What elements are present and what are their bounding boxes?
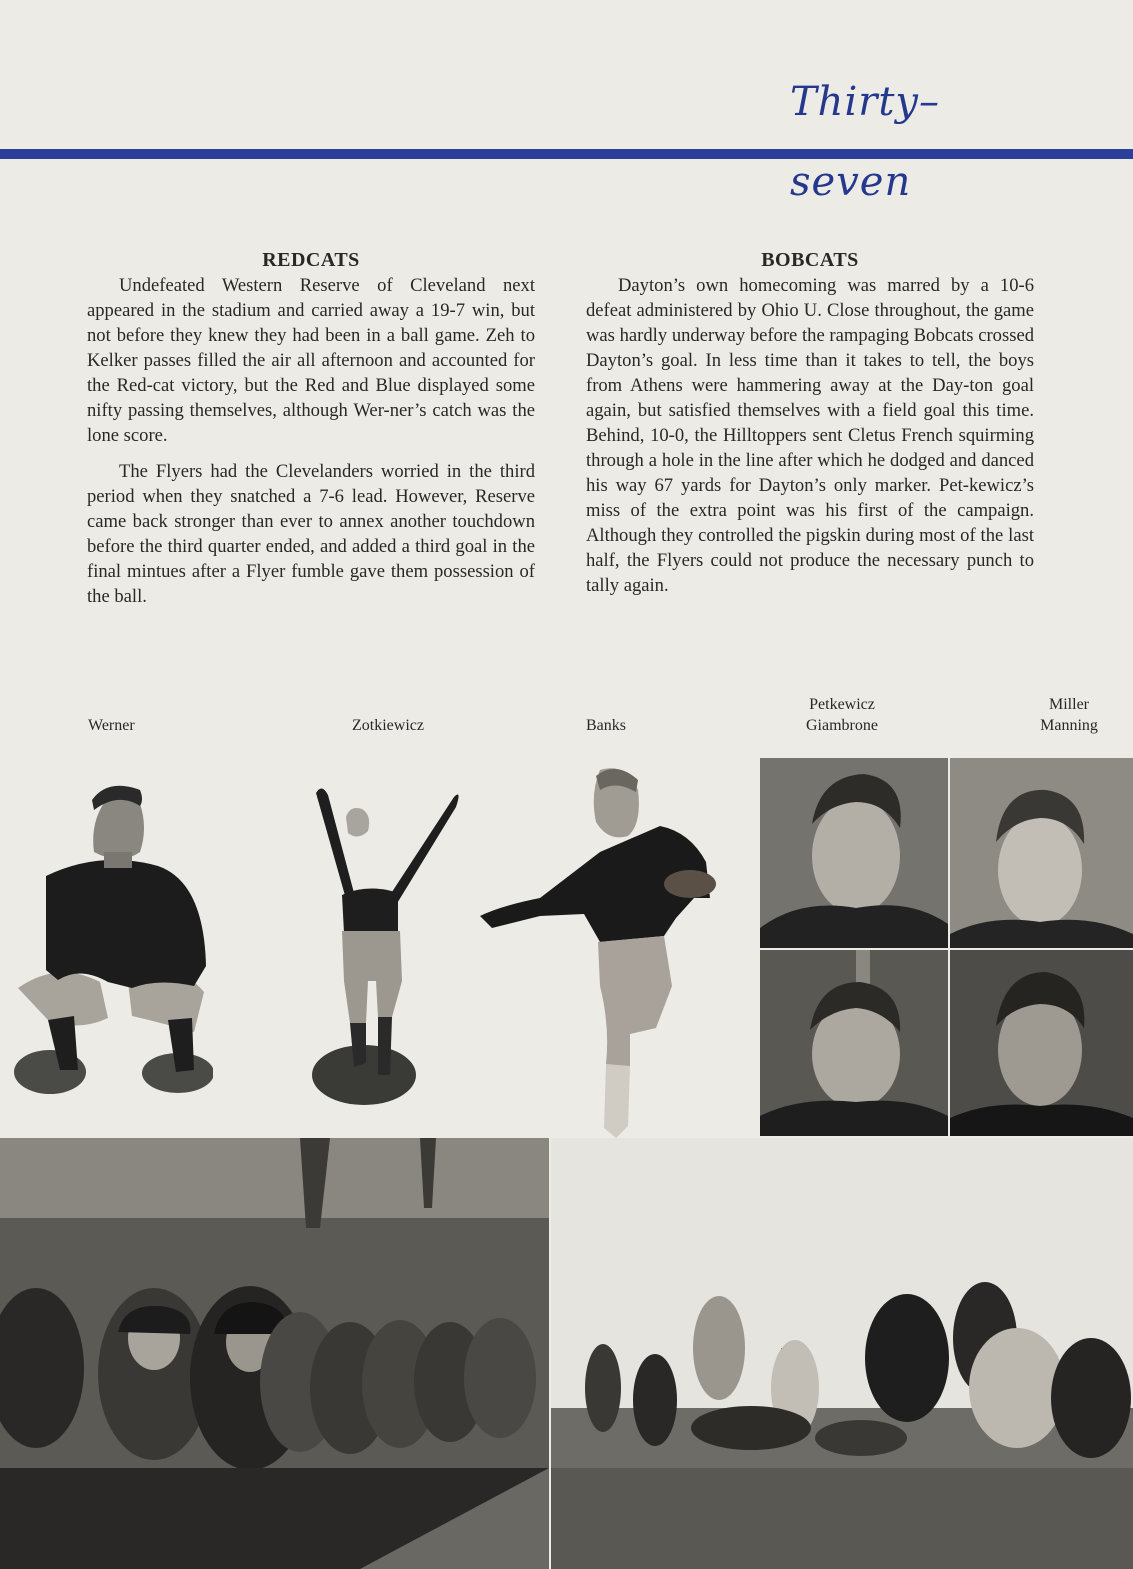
article-heading: BOBCATS [761, 249, 859, 271]
caption-manning: Manning [1040, 717, 1098, 734]
caption-banks: Banks [586, 717, 626, 734]
page-number-script: Thirty–seven [790, 79, 941, 205]
article-heading: REDCATS [262, 249, 360, 271]
article-redcats [87, 248, 535, 609]
photo-zotkiewicz [306, 785, 464, 1110]
caption-miller: Miller [1049, 696, 1089, 713]
photo-crowd [0, 1138, 549, 1569]
article-bobcats [586, 248, 1034, 598]
caption-giambrone: Giambrone [806, 717, 878, 734]
article-paragraph: Undefeated Western Reserve of Cleveland next appeared in the stadium and carried away a 19-7 win, but not before they knew they had been in a ball game. Zeh to Kelker passes filled the air all afternoon and accounted for the Red-cat victory, but the Red and Blue displayed some nifty passing themselves, although Wer-ner’s catch was the lone score. [87, 275, 535, 446]
photo-banks [480, 766, 730, 1140]
caption-zotkiewicz: Zotkiewicz [352, 717, 424, 734]
photo-manning [950, 950, 1133, 1136]
photo-petkewicz [760, 758, 948, 948]
photo-game-action [551, 1138, 1133, 1569]
header-rule [0, 149, 1133, 159]
caption-werner: Werner [88, 717, 135, 734]
photo-giambrone [760, 950, 948, 1136]
photo-werner [8, 770, 213, 1125]
article-paragraph: Dayton’s own homecoming was marred by a 10-6 defeat administered by Ohio U. Close throughout, the game was hardly underway before the rampaging Bobcats crossed Dayton’s goal. In less time than it takes to tell, the boys from Athens were hammering away at the Day-ton goal again, but satisfied themselves with a field goal this time. Behind, 10-0, the Hilltoppers sent Cletus French squirming through a hole in the line after which he dodged and danced his way 67 yards for Dayton’s only marker. Pet-kewicz’s miss of the extra point was his first of the campaign. Although they controlled the pigskin during most of the last half, the Flyers could not produce the necessary punch to tally again. [586, 275, 1034, 596]
photo-miller [950, 758, 1133, 948]
article-paragraph: The Flyers had the Clevelanders worried in the third period when they snatched a 7-6 lead. However, Reserve came back stronger than ever to annex another touchdown before the third quarter ended, and added a third goal in the final mintues after a Flyer fumble gave them possession of the ball. [87, 461, 535, 607]
caption-petkewicz: Petkewicz [809, 696, 875, 713]
